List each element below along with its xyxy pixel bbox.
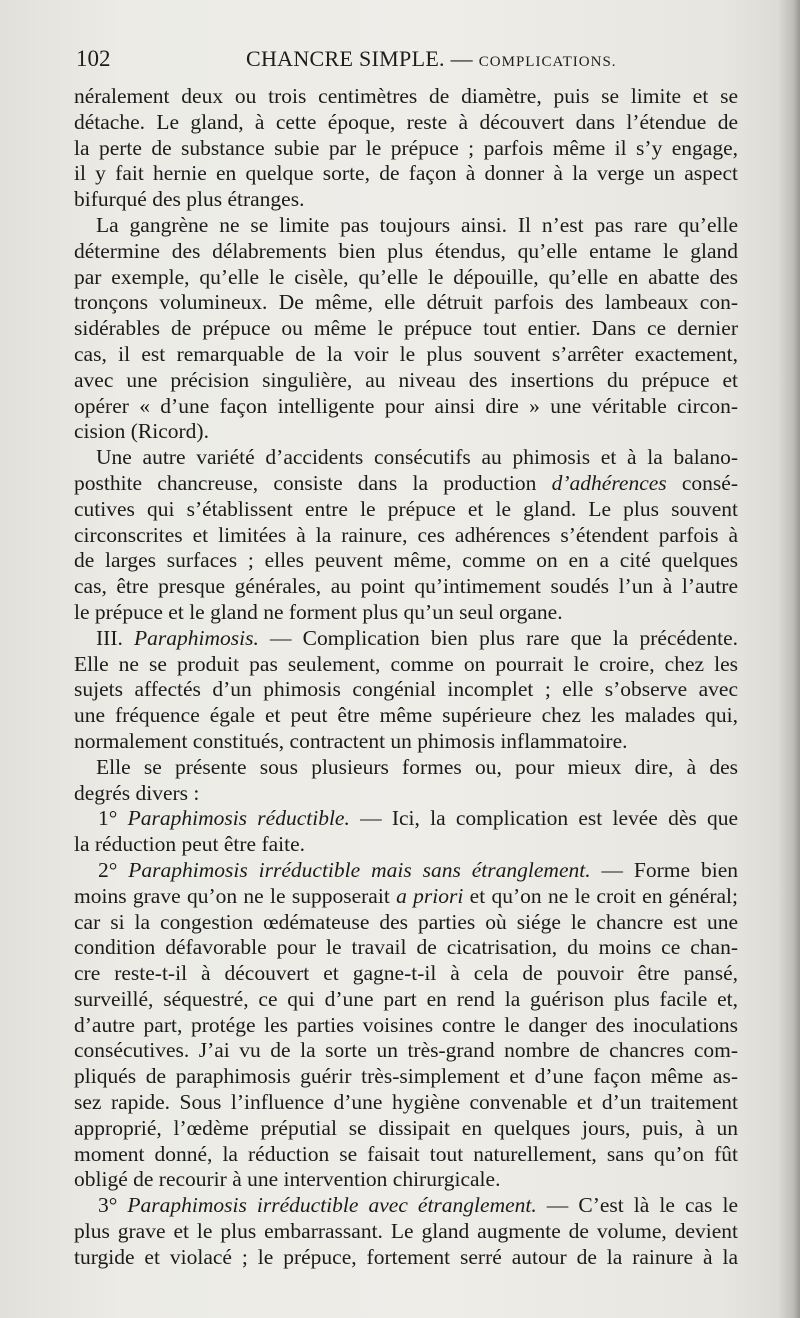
text-line: cre reste-t-il à découvert et gagne-t-il à cela de pouvoir être pansé, [74,961,738,986]
text-line: cision (Ricord). [74,419,209,444]
text-line: Elle ne se produit pas seulement, comme on pourrait le croire, chez les [74,651,738,676]
text-line: consécutives. J’ai vu de la sorte un très-grand nombre de chancres com- [74,1038,738,1063]
text-line: plus grave et le plus embarrassant. Le gland augmente de volume, devient [74,1219,738,1244]
text-line: opérer « d’une façon intelligente pour ainsi dire » une véritable circon- [74,393,738,418]
text-line: pliqués de paraphimosis guérir très-simplement et d’une façon même as- [74,1064,738,1089]
italic-heading: Paraphimosis irréductible avec étranglement. [127,1193,537,1218]
body-text [74,84,738,1271]
text-line: approprié, l’œdème préputial se dissipait en quelques jours, puis, à un [74,1115,738,1140]
text-line: turgide et violacé ; le prépuce, fortement serré autour de la rainure à la [74,1244,738,1269]
text-line: avec une précision singulière, au niveau des insertions du prépuce et [74,367,738,392]
list-item-heading: 1° Paraphimosis réductible. — Ici, la complication est levée dès que [98,806,738,831]
text-line: cas, être presque générales, au point qu’intimement soudés l’un à l’autre [74,574,738,599]
page-number: 102 [76,46,111,71]
text-line: détache. Le gland, à cette époque, reste à découvert dans l’étendue de [74,109,738,134]
text-line: la réduction peut être faite. [74,832,306,857]
text-line: le prépuce et le gland ne forment plus qu’un seul organe. [74,599,563,624]
italic-heading: Paraphimosis réductible. [127,806,350,831]
running-title-section: COMPLICATIONS. [478,54,617,70]
text-line: surveillé, séquestré, ce qui d’une part en rend la guérison plus facile et, [74,986,738,1011]
running-title-main: CHANCRE SIMPLE. — [246,46,479,71]
text-line: sidérables de prépuce ou même le prépuce tout entier. Dans ce dernier [74,316,738,341]
paragraph-start: Une autre variété d’accidents consécutifs au phimosis et à la balano- [96,445,738,470]
text-line: il y fait hernie en quelque sorte, de façon à donner à la verge un aspect [74,161,738,186]
paragraph-start: La gangrène ne se limite pas toujours ainsi. Il n’est pas rare qu’elle [96,212,738,237]
text-line: car si la congestion œdémateuse des parties où siége le chancre est une [74,909,738,934]
text-line: moment donné, la réduction se faisait tout naturellement, sans qu’on fût [74,1141,738,1166]
text-line: obligé de recourir à une intervention chirurgicale. [74,1167,501,1192]
section-heading-line: III. Paraphimosis. — Complication bien plus rare que la précédente. [96,625,738,650]
text-line: néralement deux ou trois centimètres de diamètre, puis se limite et se [74,84,738,108]
italic-term: a priori [396,883,464,908]
text-line: posthite chancreuse, consiste dans la production d’adhérences consé- [74,470,738,495]
text-line: degrés divers : [74,780,200,805]
list-item-heading: 3° Paraphimosis irréductible avec étranglement. — C’est là le cas le [98,1193,738,1218]
text-line: cas, il est remarquable de la voir le plus souvent s’arrêter exactement, [74,341,738,366]
running-title [246,46,617,72]
text-line: par exemple, qu’elle le cisèle, qu’elle le dépouille, qu’elle en abatte des [74,264,738,289]
italic-heading: Paraphimosis irréductible mais sans étranglement. [128,857,591,882]
list-item-heading: 2° Paraphimosis irréductible mais sans étranglement. — Forme bien [98,857,738,882]
text-line: sez rapide. Sous l’influence d’une hygiène convenable et d’un traitement [74,1090,738,1115]
paragraph-start: Elle se présente sous plusieurs formes ou, pour mieux dire, à des [96,754,738,779]
text-line: d’autre part, protége les parties voisines contre le danger des inoculations [74,1012,738,1037]
text-line: détermine des délabrements bien plus étendus, qu’elle entame le gland [74,238,738,263]
running-header [76,46,736,76]
page-edge-shadow [778,0,800,1318]
italic-heading: Paraphimosis. [134,625,259,650]
text-line: condition défavorable pour le travail de cicatrisation, du moins ce chan- [74,935,738,960]
text-line: une fréquence égale et peut être même supérieure chez les malades qui, [74,703,738,728]
text-line: de larges surfaces ; elles peuvent même, comme on en a cité quelques [74,548,738,573]
text-line: circonscrites et limitées à la rainure, ces adhérences s’étendent parfois à [74,522,738,547]
italic-term: d’adhérences [551,470,667,495]
text-line: normalement constitués, contractent un phimosis inflammatoire. [74,728,628,753]
text-line: la perte de substance subie par le prépuce ; parfois même il s’y engage, [74,135,738,160]
text-line: tronçons volumineux. De même, elle détruit parfois des lambeaux con- [74,290,738,315]
text-line: bifurqué des plus étranges. [74,187,305,212]
text-line: cutives qui s’établissent entre le prépuce et le gland. Le plus souvent [74,496,738,521]
text-line: sujets affectés d’un phimosis congénial incomplet ; elle s’observe avec [74,677,738,702]
text-line: moins grave qu’on ne le supposerait a priori et qu’on ne le croit en général; [74,883,738,908]
